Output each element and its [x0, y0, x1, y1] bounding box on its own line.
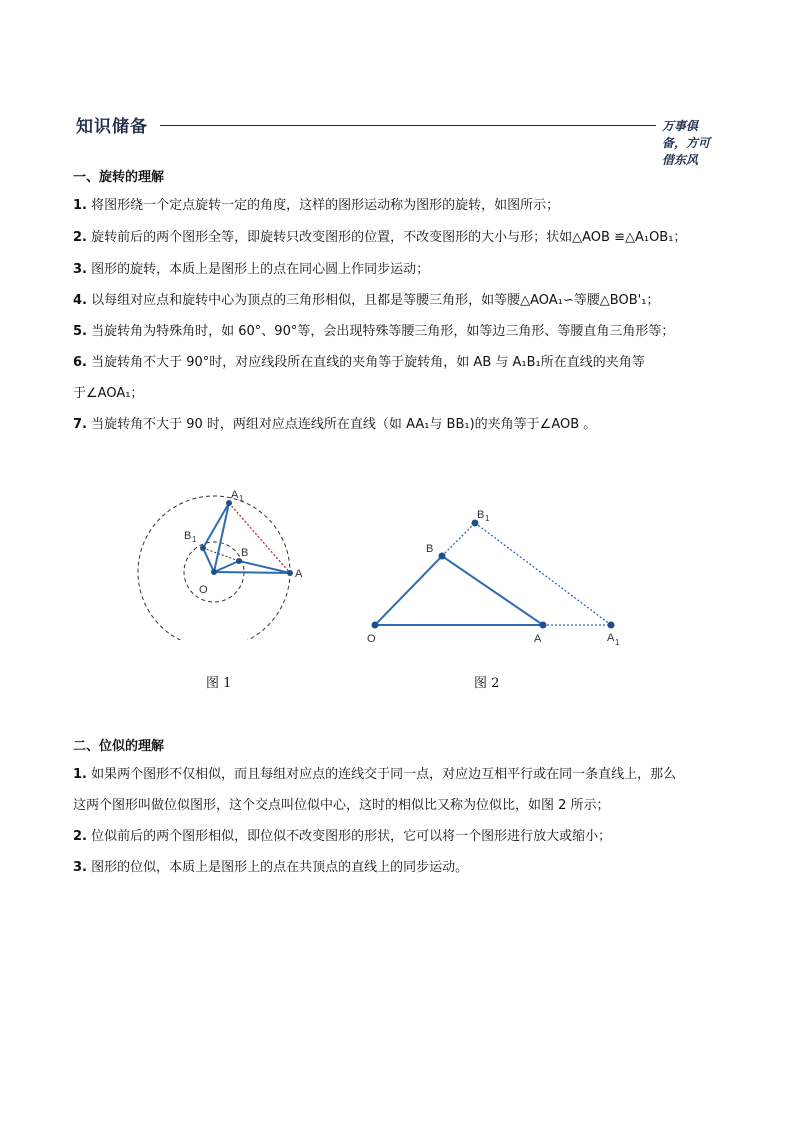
item-text: 如果两个图形不仅相似，而且每组对应点的连线交于同一点，对应边互相平行或在同一条直线上，那么 — [91, 767, 677, 782]
header-title: 知识储备 — [76, 117, 148, 137]
list-item — [73, 859, 468, 877]
header-divider — [160, 125, 656, 126]
item-number: 3. — [73, 860, 87, 875]
item-text: 以每组对应点和旋转中心为顶点的三角形相似，且都是等腰三角形，如等腰△AOA₁∽等腰△BOB'₁； — [91, 293, 660, 308]
item-number: 2. — [73, 829, 87, 844]
label-A1: A — [231, 489, 239, 501]
segment-B-B1 — [442, 523, 475, 556]
segment-B1-A1 — [475, 523, 611, 625]
triangle-AOB — [214, 561, 290, 573]
label-B1-sub: 1 — [485, 514, 490, 523]
label-B: B — [426, 543, 434, 555]
figure-2-caption: 图 2 — [474, 676, 500, 691]
item-number: 4. — [73, 293, 87, 308]
point-A — [287, 570, 293, 576]
item-number: 7. — [73, 417, 87, 432]
list-item — [73, 354, 645, 372]
point-B — [439, 553, 446, 560]
list-item — [73, 229, 686, 247]
header-slogan: 万事俱备，方可借东风 — [662, 119, 711, 167]
label-B1: B — [184, 530, 192, 542]
item-text: 旋转前后的两个图形全等，即旋转只改变图形的位置，不改变图形的大小与形；状如△AOB ≌△A₁OB₁； — [91, 230, 687, 245]
triangle-OAB — [375, 556, 543, 625]
item-text: 这两个图形叫做位似图形，这个交点叫位似中心，这时的相似比又称为位似比，如图 2 所示； — [73, 798, 610, 813]
item-text: 当旋转角不大于 90 时，两组对应点连线所在直线（如 AA₁与 BB₁)的夹角等于∠AOB 。 — [91, 417, 597, 432]
item-number: 3. — [73, 262, 87, 277]
label-A1-sub: 1 — [615, 638, 620, 647]
label-O: O — [367, 633, 376, 645]
label-B1-sub: 1 — [192, 535, 197, 544]
list-item-continuation — [73, 385, 143, 403]
list-item — [73, 766, 676, 784]
item-number: 1. — [73, 767, 87, 782]
list-item — [73, 323, 674, 341]
item-number: 1. — [73, 198, 87, 213]
label-A1-sub: 1 — [239, 494, 244, 503]
list-item — [73, 416, 596, 434]
point-O — [372, 622, 379, 629]
label-A: A — [534, 633, 542, 645]
label-A1: A — [607, 632, 615, 644]
item-text: 于∠AOA₁； — [73, 386, 144, 401]
section-2-title: 二、位似的理解 — [73, 739, 165, 754]
item-text: 当旋转角不大于 90°时，对应线段所在直线的夹角等于旋转角，如 AB 与 A₁B₁所在直线的夹角等 — [91, 355, 645, 370]
list-item — [73, 828, 611, 846]
list-item-continuation — [73, 797, 610, 815]
item-number: 5. — [73, 324, 87, 339]
section-1-title: 一、旋转的理解 — [73, 170, 165, 185]
item-text: 位似前后的两个图形相似，即位似不改变图形的形状，它可以将一个图形进行放大或缩小； — [91, 829, 612, 844]
triangle-A1OB1 — [203, 503, 229, 572]
item-text: 图形的旋转，本质上是图形上的点在同心圆上作同步运动； — [91, 262, 430, 277]
list-item — [73, 197, 559, 215]
section-header — [76, 112, 718, 167]
point-A1 — [608, 622, 615, 629]
item-text: 图形的位似，本质上是图形上的点在共顶点的直线上的同步运动。 — [91, 860, 469, 875]
figure-2-diagram — [360, 500, 630, 650]
item-text: 当旋转角为特殊角时，如 60°、90°等，会出现特殊等腰三角形，如等边三角形、等腰直角三角形等； — [91, 324, 675, 339]
point-O — [211, 569, 217, 575]
figure-1-caption: 图 1 — [206, 676, 232, 691]
figure-1-diagram — [130, 480, 310, 640]
label-O: O — [199, 584, 208, 596]
point-A — [540, 622, 547, 629]
label-A: A — [295, 568, 303, 580]
item-number: 6. — [73, 355, 87, 370]
list-item — [73, 261, 429, 279]
item-text: 将图形绕一个定点旋转一定的角度，这样的图形运动称为图形的旋转，如图所示； — [91, 198, 560, 213]
list-item — [73, 292, 659, 310]
item-number: 2. — [73, 230, 87, 245]
label-B1: B — [477, 509, 485, 521]
label-B: B — [241, 547, 249, 559]
point-B1 — [200, 545, 206, 551]
